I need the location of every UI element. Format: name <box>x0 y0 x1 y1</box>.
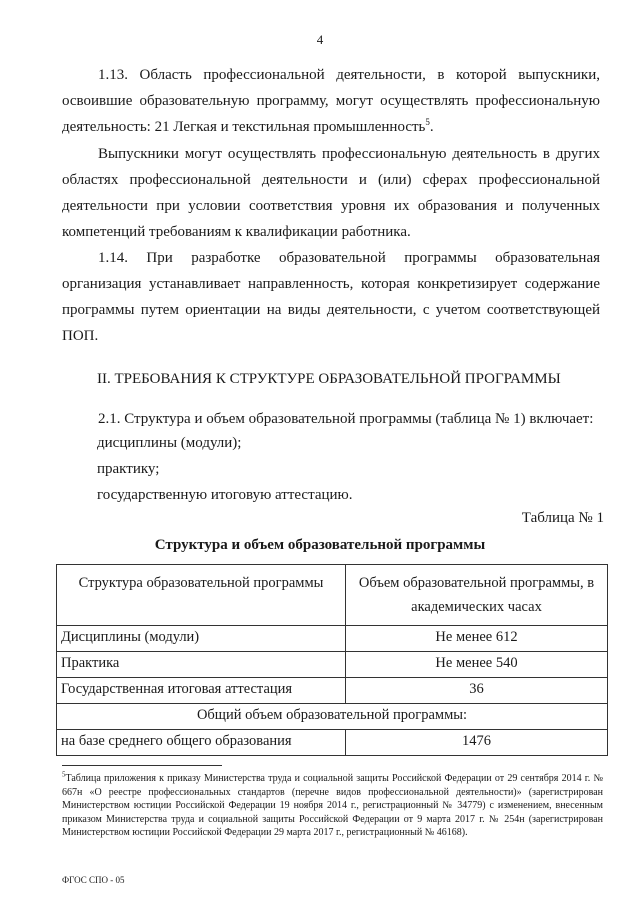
paragraph-1-13-text: 1.13. Область профессиональной деятельности, в которой выпускники, освоившие образовательную программу, могут осуществлять профессиональную деятельность: 21 Легкая и текстильная промышленность <box>62 67 600 135</box>
list-item-practice: практику; <box>97 461 160 477</box>
structure-table <box>56 564 608 756</box>
table-cell-name: Дисциплины (модули) <box>57 626 346 652</box>
footnote-text: Таблица приложения к приказу Министерства труда и социальной защиты Российской Федерации от 29 сентября 2014 г. № 667н «О реестре профессиональных стандартов (перечне видов профессиональной деятельности)» (зарегистрирован Министерством юстиции Российской Федерации 19 ноября 2014 г., регистрационный № 34779) с изменением, внесенным приказом Министерства труда и социальной защиты Российской Федерации от 9 марта 2017 г. № 254н (зарегистрирован Министерством юстиции Российской Федерации 29 марта 2017 г., регистрационный № 46168). <box>62 773 603 838</box>
paragraph-2-1: 2.1. Структура и объем образовательной программы (таблица № 1) включает: <box>98 411 594 427</box>
document-code: ФГОС СПО - 05 <box>62 875 125 885</box>
paragraph-graduates: Выпускники могут осуществлять профессиональную деятельность в других областях профессиональной деятельности и (или) сферах профессиональной деятельности при условии соответствия уровня их образования и полученных компетенций требованиям к квалификации работника. <box>62 146 600 240</box>
footnote-mark: 5 <box>62 770 66 779</box>
paragraph-1-13 <box>62 62 600 140</box>
page-number: 4 <box>316 32 324 47</box>
table-cell-name: Практика <box>57 652 346 678</box>
table-row <box>57 626 608 652</box>
footnote-reference: 5 <box>425 117 430 127</box>
table-row <box>57 678 608 704</box>
footnote <box>62 772 603 840</box>
table-total-label: Общий объем образовательной программы: <box>57 704 608 730</box>
table-cell-value: 1476 <box>346 730 608 756</box>
table-label: Таблица № 1 <box>521 510 604 526</box>
list-item-attestation: государственную итоговую аттестацию. <box>97 487 353 503</box>
table-row <box>57 730 608 756</box>
table-header-row <box>57 565 608 626</box>
table-row <box>57 652 608 678</box>
table-total-label-row <box>57 704 608 730</box>
table-cell-name: Государственная итоговая аттестация <box>57 678 346 704</box>
paragraph-1-14: 1.14. При разработке образовательной программы образовательная организация устанавливает направленность, которая конкретизирует содержание программы путем ориентации на виды деятельности, с учетом соответствующей ПОП. <box>62 250 600 344</box>
table-cell-value: 36 <box>346 678 608 704</box>
paragraph-1-13-end: . <box>429 119 434 135</box>
list-item-disciplines: дисциплины (модули); <box>97 435 242 451</box>
table-title: Структура и объем образовательной программы <box>154 537 486 553</box>
table-cell-value: Не менее 540 <box>346 652 608 678</box>
table-header-structure: Структура образовательной программы <box>57 565 346 626</box>
footnote-divider <box>62 765 222 766</box>
table-cell-value: Не менее 612 <box>346 626 608 652</box>
table-cell-name: на базе среднего общего образования <box>57 730 346 756</box>
section-heading: II. ТРЕБОВАНИЯ К СТРУКТУРЕ ОБРАЗОВАТЕЛЬНОЙ ПРОГРАММЫ <box>97 371 561 387</box>
table-header-volume: Объем образовательной программы, в академических часах <box>346 565 608 626</box>
